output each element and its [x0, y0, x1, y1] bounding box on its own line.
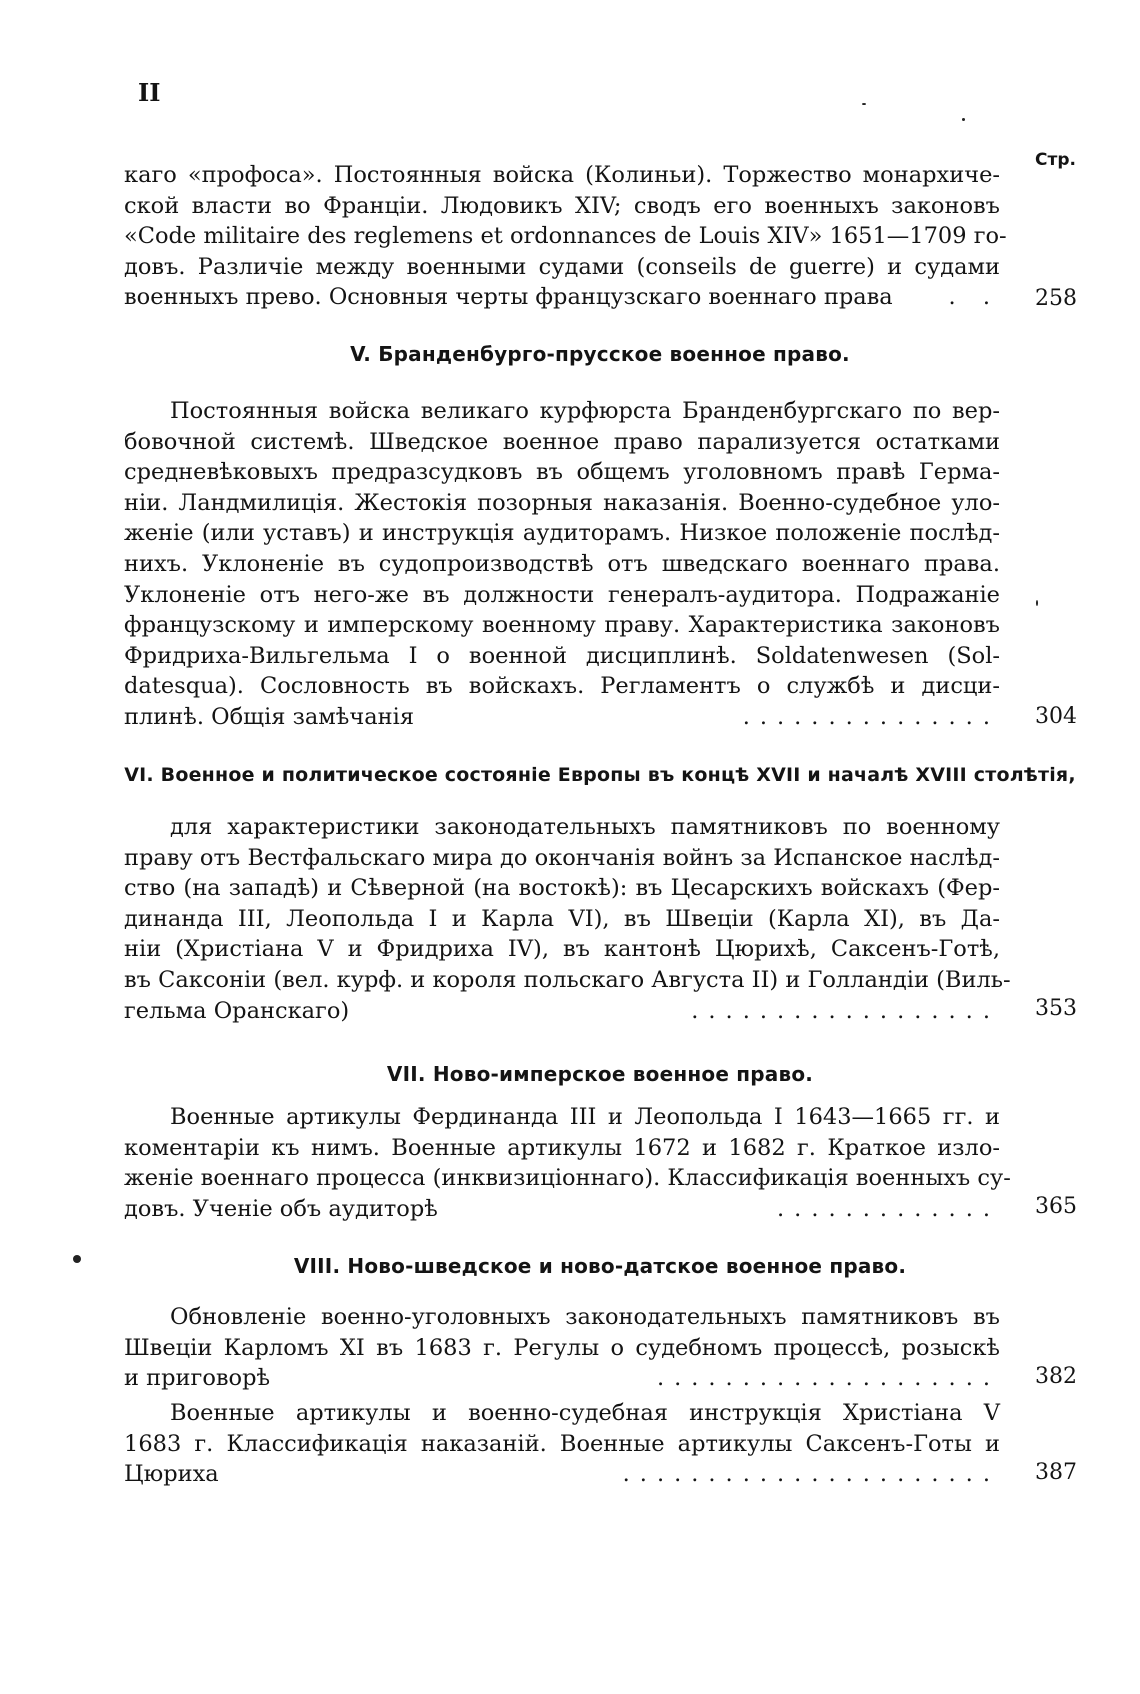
entry-line: праву отъ Вестфальскаго мира до окончанія войнъ за Испанское наслѣд-: [124, 844, 1000, 871]
entry-line: [124, 1363, 1000, 1394]
entry-text: и приговорѣ: [124, 1365, 271, 1392]
page-number: 258: [1035, 286, 1077, 311]
entry-line: Военные артикулы и военно-судебная инструкція Христіана V: [170, 1400, 1000, 1426]
entry-line: Постоянныя войска великаго курфюрста Бранденбургскаго по вер-: [170, 398, 1000, 424]
entry-line: [124, 1194, 1000, 1225]
entry-line: въ Саксоніи (вел. курф. и короля польскаго Августа II) и Голландіи (Виль-: [124, 966, 1011, 993]
page-column-header: Стр.: [1035, 150, 1076, 170]
section-title: V. Бранденбурго-прусское военное право.: [350, 342, 850, 366]
entry-text: гельма Оранскаго): [124, 997, 350, 1024]
entry-line: Уклоненіе отъ него-же въ должности генералъ-аудитора. Подражаніе: [124, 581, 1000, 608]
dot-leaders: ..................: [691, 997, 1000, 1024]
ink-speck: [962, 118, 965, 121]
entry-line: [124, 996, 1000, 1027]
folio-number: II: [138, 78, 161, 107]
entry-line: ніи (Христіана V и Фридриха IV), въ кантонѣ Цюрихѣ, Саксенъ-Готѣ,: [124, 936, 1000, 963]
entry-line: ской власти во Франціи. Людовикъ XIV; сводъ его военныхъ законовъ: [124, 192, 1000, 219]
entry-line: женіе (или уставъ) и инструкція аудиторамъ. Низкое положеніе послѣд-: [124, 520, 1000, 547]
toc-entry: [124, 1302, 1000, 1394]
section-title: VII. Ново-имперское военное право.: [386, 1062, 814, 1086]
entry-line: каго «профоса». Постоянныя войска (Колиньи). Торжество монархиче-: [124, 162, 1000, 188]
entry-line: ніи. Ландмилиція. Жестокія позорныя наказанія. Военно-судебное уло-: [124, 489, 1000, 516]
toc-entry: [124, 396, 1000, 733]
page-number: 365: [1035, 1194, 1077, 1219]
entry-line: [124, 282, 1000, 313]
section-title: VI. Военное и политическое состояніе Европы въ концѣ XVII и началѣ XVIII столѣтія,: [124, 764, 1076, 786]
entry-line: Фридриха-Вильгельма I о военной дисциплинѣ. Soldatenwesen (Sol-: [124, 642, 1000, 669]
entry-line: ство (на западѣ) и Сѣверной (на востокѣ): въ Цесарскихъ войскахъ (Фер-: [124, 875, 1000, 902]
page-number: 387: [1035, 1460, 1077, 1485]
ink-speck: [73, 1255, 81, 1263]
section-title: VIII. Ново-шведское и ново-датское военное право.: [293, 1254, 907, 1278]
entry-line: женіе военнаго процесса (инквизиціоннаго). Классификація военныхъ су-: [124, 1165, 1011, 1192]
entry-text: плинѣ. Общія замѣчанія: [124, 703, 415, 730]
toc-entry: [124, 812, 1011, 1026]
page-number: 304: [1035, 704, 1077, 729]
dot-leaders: ....................: [656, 1365, 1000, 1392]
entry-line: 1683 г. Классификація наказаній. Военные артикулы Саксенъ-Готы и: [124, 1430, 1000, 1457]
dot-leaders: .............: [777, 1195, 1000, 1222]
entry-line: средневѣковыхъ предразсудковъ въ общемъ уголовномъ правѣ Герма-: [124, 459, 1000, 486]
entry-line: коментаріи къ нимъ. Военные артикулы 1672 и 1682 г. Краткое изло-: [124, 1134, 1000, 1161]
entry-line: для характеристики законодательныхъ памятниковъ по военному: [170, 814, 1000, 840]
entry-line: Военные артикулы Фердинанда III и Леопольда I 1643—1665 гг. и: [170, 1104, 1000, 1130]
entry-line: [124, 702, 1000, 733]
toc-entry: [124, 1102, 1011, 1224]
entry-line: «Code militaire des reglemens et ordonnances de Louis XIV» 1651—1709 го-: [124, 223, 1007, 250]
entry-text: довъ. Ученіе объ аудиторѣ: [124, 1195, 438, 1222]
entry-line: французскому и имперскому военному праву. Характеристика законовъ: [124, 612, 1000, 639]
page-number: 382: [1035, 1364, 1077, 1389]
dot-leaders: . .: [948, 284, 1000, 311]
entry-line: Швеціи Карломъ XI въ 1683 г. Регулы о судебномъ процессѣ, розыскѣ: [124, 1334, 1000, 1361]
entry-line: Обновленіе военно-уголовныхъ законодательныхъ памятниковъ въ: [170, 1304, 1000, 1330]
entry-line: довъ. Различіе между военными судами (conseils de guerre) и судами: [124, 253, 1000, 280]
entry-line: нихъ. Уклоненіе въ судопроизводствѣ отъ шведскаго военнаго права.: [124, 550, 1000, 577]
dot-leaders: ...............: [742, 703, 1000, 730]
entry-line: бовочной системѣ. Шведское военное право парализуется остатками: [124, 428, 1000, 455]
dot-leaders: ......................: [622, 1461, 1000, 1488]
entry-line: datesqua). Сословность въ войскахъ. Регламентъ о службѣ и дисци-: [124, 673, 1000, 700]
entry-text: военныхъ прево. Основныя черты французскаго военнаго права: [124, 284, 893, 311]
entry-line: динанда III, Леопольда I и Карла VI), въ Швеціи (Карла XI), въ Да-: [124, 905, 1000, 932]
entry-text: Цюриха: [124, 1461, 219, 1488]
entry-line: [124, 1459, 1000, 1490]
page-number: 353: [1035, 996, 1077, 1021]
toc-entry: [124, 160, 1007, 313]
ink-speck: [1036, 600, 1038, 606]
ink-speck: [862, 103, 866, 105]
toc-entry: [124, 1398, 1000, 1490]
